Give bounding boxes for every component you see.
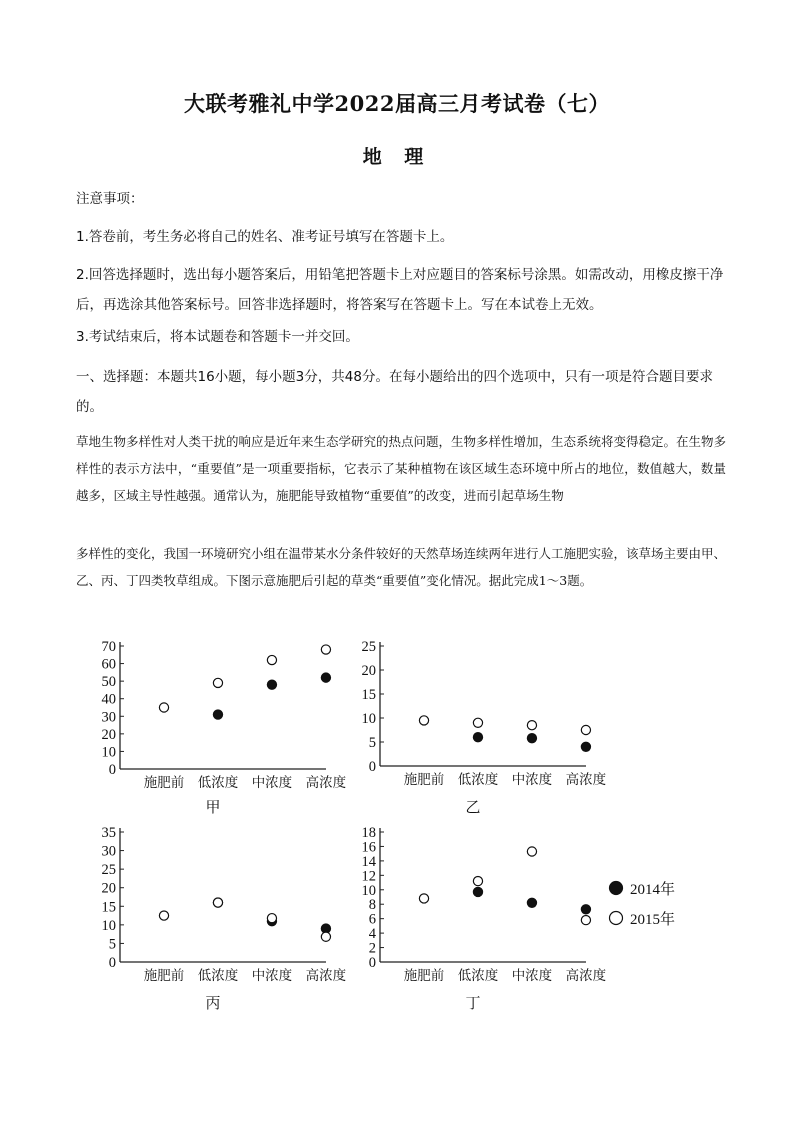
chart-3-y-tick-label: 0 bbox=[108, 955, 116, 971]
chart-1-y-tick-label: 0 bbox=[108, 762, 116, 778]
chart-4-y-tick-label: 8 bbox=[368, 897, 376, 914]
chart-4-y-tick-label: 4 bbox=[368, 926, 376, 943]
legend-label-2014: 2014年 bbox=[630, 882, 676, 898]
chart-3-y-tick-label: 15 bbox=[101, 899, 116, 916]
chart-4-point-2015-low bbox=[473, 877, 482, 886]
chart-4-y-tick-label: 18 bbox=[361, 825, 376, 841]
notes-heading: 注意事项： bbox=[76, 191, 144, 207]
chart-3-point-2015-high bbox=[321, 932, 330, 941]
chart-1-y-tick-label: 10 bbox=[101, 744, 116, 761]
chart-3-y-tick-label: 10 bbox=[101, 917, 116, 934]
chart-2-point-2014-high bbox=[581, 742, 590, 751]
legend-marker-2015 bbox=[610, 912, 623, 925]
chart-1-y-tick-label: 70 bbox=[101, 639, 116, 655]
note-item-3: 3.考试结束后，将本试题卷和答题卡一并交回。 bbox=[76, 329, 359, 345]
chart-1-y-tick-label: 50 bbox=[101, 674, 116, 691]
chart-3-y-tick-label: 5 bbox=[108, 936, 116, 953]
chart-3-category-label-mid: 中浓度 bbox=[251, 968, 293, 983]
chart-4-y-tick-label: 10 bbox=[361, 882, 376, 899]
chart-2-point-2015-high bbox=[581, 725, 590, 734]
chart-4-category-label-high: 高浓度 bbox=[565, 968, 607, 983]
chart-2-point-2014-mid bbox=[527, 734, 536, 743]
chart-2-y-tick-label: 0 bbox=[368, 759, 376, 775]
chart-1-point-2014-high bbox=[321, 673, 330, 682]
figure-charts bbox=[0, 630, 794, 1030]
chart-2-category-label-high: 高浓度 bbox=[565, 772, 607, 787]
chart-2-y-tick-label: 20 bbox=[361, 663, 376, 679]
chart-3-category-label-low: 低浓度 bbox=[197, 968, 239, 983]
chart-3-category-label-pre: 施肥前 bbox=[143, 968, 185, 983]
chart-4-point-2014-high bbox=[581, 905, 590, 914]
exam-title: 大联考雅礼中学2022届高三月考试卷（七） bbox=[184, 91, 610, 116]
chart-4-y-tick-label: 12 bbox=[361, 868, 376, 885]
chart-1-y-tick-label: 30 bbox=[101, 709, 116, 726]
chart-2-point-2014-low bbox=[473, 733, 482, 742]
note-item-1: 1.答卷前，考生务必将自己的姓名、准考证号填写在答题卡上。 bbox=[76, 229, 454, 245]
chart-1-category-label-low: 低浓度 bbox=[197, 775, 239, 790]
chart-4-y-tick-label: 6 bbox=[368, 911, 376, 928]
chart-1-point-2015-high bbox=[321, 645, 330, 654]
chart-4-title: 丁 bbox=[465, 996, 481, 1012]
subject-title: 地 理 bbox=[362, 146, 432, 168]
chart-1-y-tick-label: 40 bbox=[101, 691, 116, 708]
chart-2-point-2015-low bbox=[473, 718, 482, 727]
chart-1-category-label-pre: 施肥前 bbox=[143, 775, 185, 790]
chart-2-category-label-low: 低浓度 bbox=[457, 772, 499, 787]
note-item-2: 2.回答选择题时，选出每小题答案后，用铅笔把答题卡上对应题目的答案标号涂黑。如需改动，用橡皮擦干净后，再选涂其他答案标号。回答非选择题时，将答案写在答题卡上。写在本试卷上无效。 bbox=[76, 267, 724, 313]
legend-label-2015: 2015年 bbox=[630, 912, 676, 928]
chart-1-point-2015-low bbox=[213, 678, 222, 687]
chart-3-y-tick-label: 25 bbox=[101, 862, 116, 879]
chart-3-title: 丙 bbox=[205, 996, 221, 1012]
chart-1-category-label-mid: 中浓度 bbox=[251, 775, 293, 790]
chart-1-point-2015-pre bbox=[159, 703, 168, 712]
chart-1-y-tick-label: 20 bbox=[101, 726, 116, 743]
chart-2-y-tick-label: 25 bbox=[361, 639, 376, 655]
chart-3-point-2015-low bbox=[213, 898, 222, 907]
chart-1-category-label-high: 高浓度 bbox=[305, 775, 347, 790]
chart-4-y-tick-label: 14 bbox=[361, 853, 376, 870]
chart-4-point-2015-mid bbox=[527, 847, 536, 856]
chart-4-category-label-pre: 施肥前 bbox=[403, 968, 445, 983]
passage-paragraph-1: 草地生物多样性对人类干扰的响应是近年来生态学研究的热点问题，生物多样性增加，生态系统将变得稳定。在生物多样性的表示方法中，“重要值”是一项重要指标，它表示了某种植物在该区域生态环境中所占的地位，数值越大，数量越多，区域主导性越强。通常认为，施肥能导致植物“重要值”的改变，进而引起草场生物 bbox=[76, 434, 727, 503]
chart-2-category-label-pre: 施肥前 bbox=[403, 772, 445, 787]
chart-2-y-tick-label: 5 bbox=[368, 735, 376, 751]
chart-2-title: 乙 bbox=[465, 800, 481, 816]
legend-marker-2014 bbox=[610, 882, 623, 895]
chart-1-y-tick-label: 60 bbox=[101, 656, 116, 673]
chart-4-category-label-low: 低浓度 bbox=[457, 968, 499, 983]
chart-3-y-tick-label: 35 bbox=[101, 825, 116, 841]
chart-1-point-2014-low bbox=[213, 710, 222, 719]
chart-2-category-label-mid: 中浓度 bbox=[511, 772, 553, 787]
chart-2-point-2015-mid bbox=[527, 721, 536, 730]
chart-3-point-2015-mid bbox=[267, 914, 276, 923]
chart-1-title: 甲 bbox=[205, 800, 221, 816]
passage-paragraph-2: 多样性的变化，我国一环境研究小组在温带某水分条件较好的天然草场连续两年进行人工施肥实验，该草场主要由甲、乙、丙、丁四类牧草组成。下图示意施肥后引起的草类“重要值”变化情况。据此完成1～3题。 bbox=[76, 546, 727, 588]
chart-4-y-tick-label: 0 bbox=[368, 955, 376, 971]
chart-4-y-tick-label: 2 bbox=[368, 940, 376, 957]
chart-1-point-2015-mid bbox=[267, 655, 276, 664]
chart-3-y-tick-label: 30 bbox=[101, 843, 116, 860]
chart-4-category-label-mid: 中浓度 bbox=[511, 968, 553, 983]
chart-4-point-2014-mid bbox=[527, 898, 536, 907]
chart-1-point-2014-mid bbox=[267, 680, 276, 689]
chart-4-point-2014-low bbox=[473, 887, 482, 896]
chart-4-point-2015-pre bbox=[419, 894, 428, 903]
chart-2-y-tick-label: 15 bbox=[361, 687, 376, 703]
chart-3-category-label-high: 高浓度 bbox=[305, 968, 347, 983]
chart-3-y-tick-label: 20 bbox=[101, 880, 116, 897]
chart-4-y-tick-label: 16 bbox=[361, 839, 376, 856]
chart-4-point-2015-high bbox=[581, 916, 590, 925]
chart-2-point-2015-pre bbox=[419, 716, 428, 725]
chart-3-point-2015-pre bbox=[159, 911, 168, 920]
chart-2-y-tick-label: 10 bbox=[361, 711, 376, 727]
section-instruction: 一、选择题：本题共16小题，每小题3分，共48分。在每小题给出的四个选项中，只有一项是符合题目要求的。 bbox=[76, 369, 713, 415]
